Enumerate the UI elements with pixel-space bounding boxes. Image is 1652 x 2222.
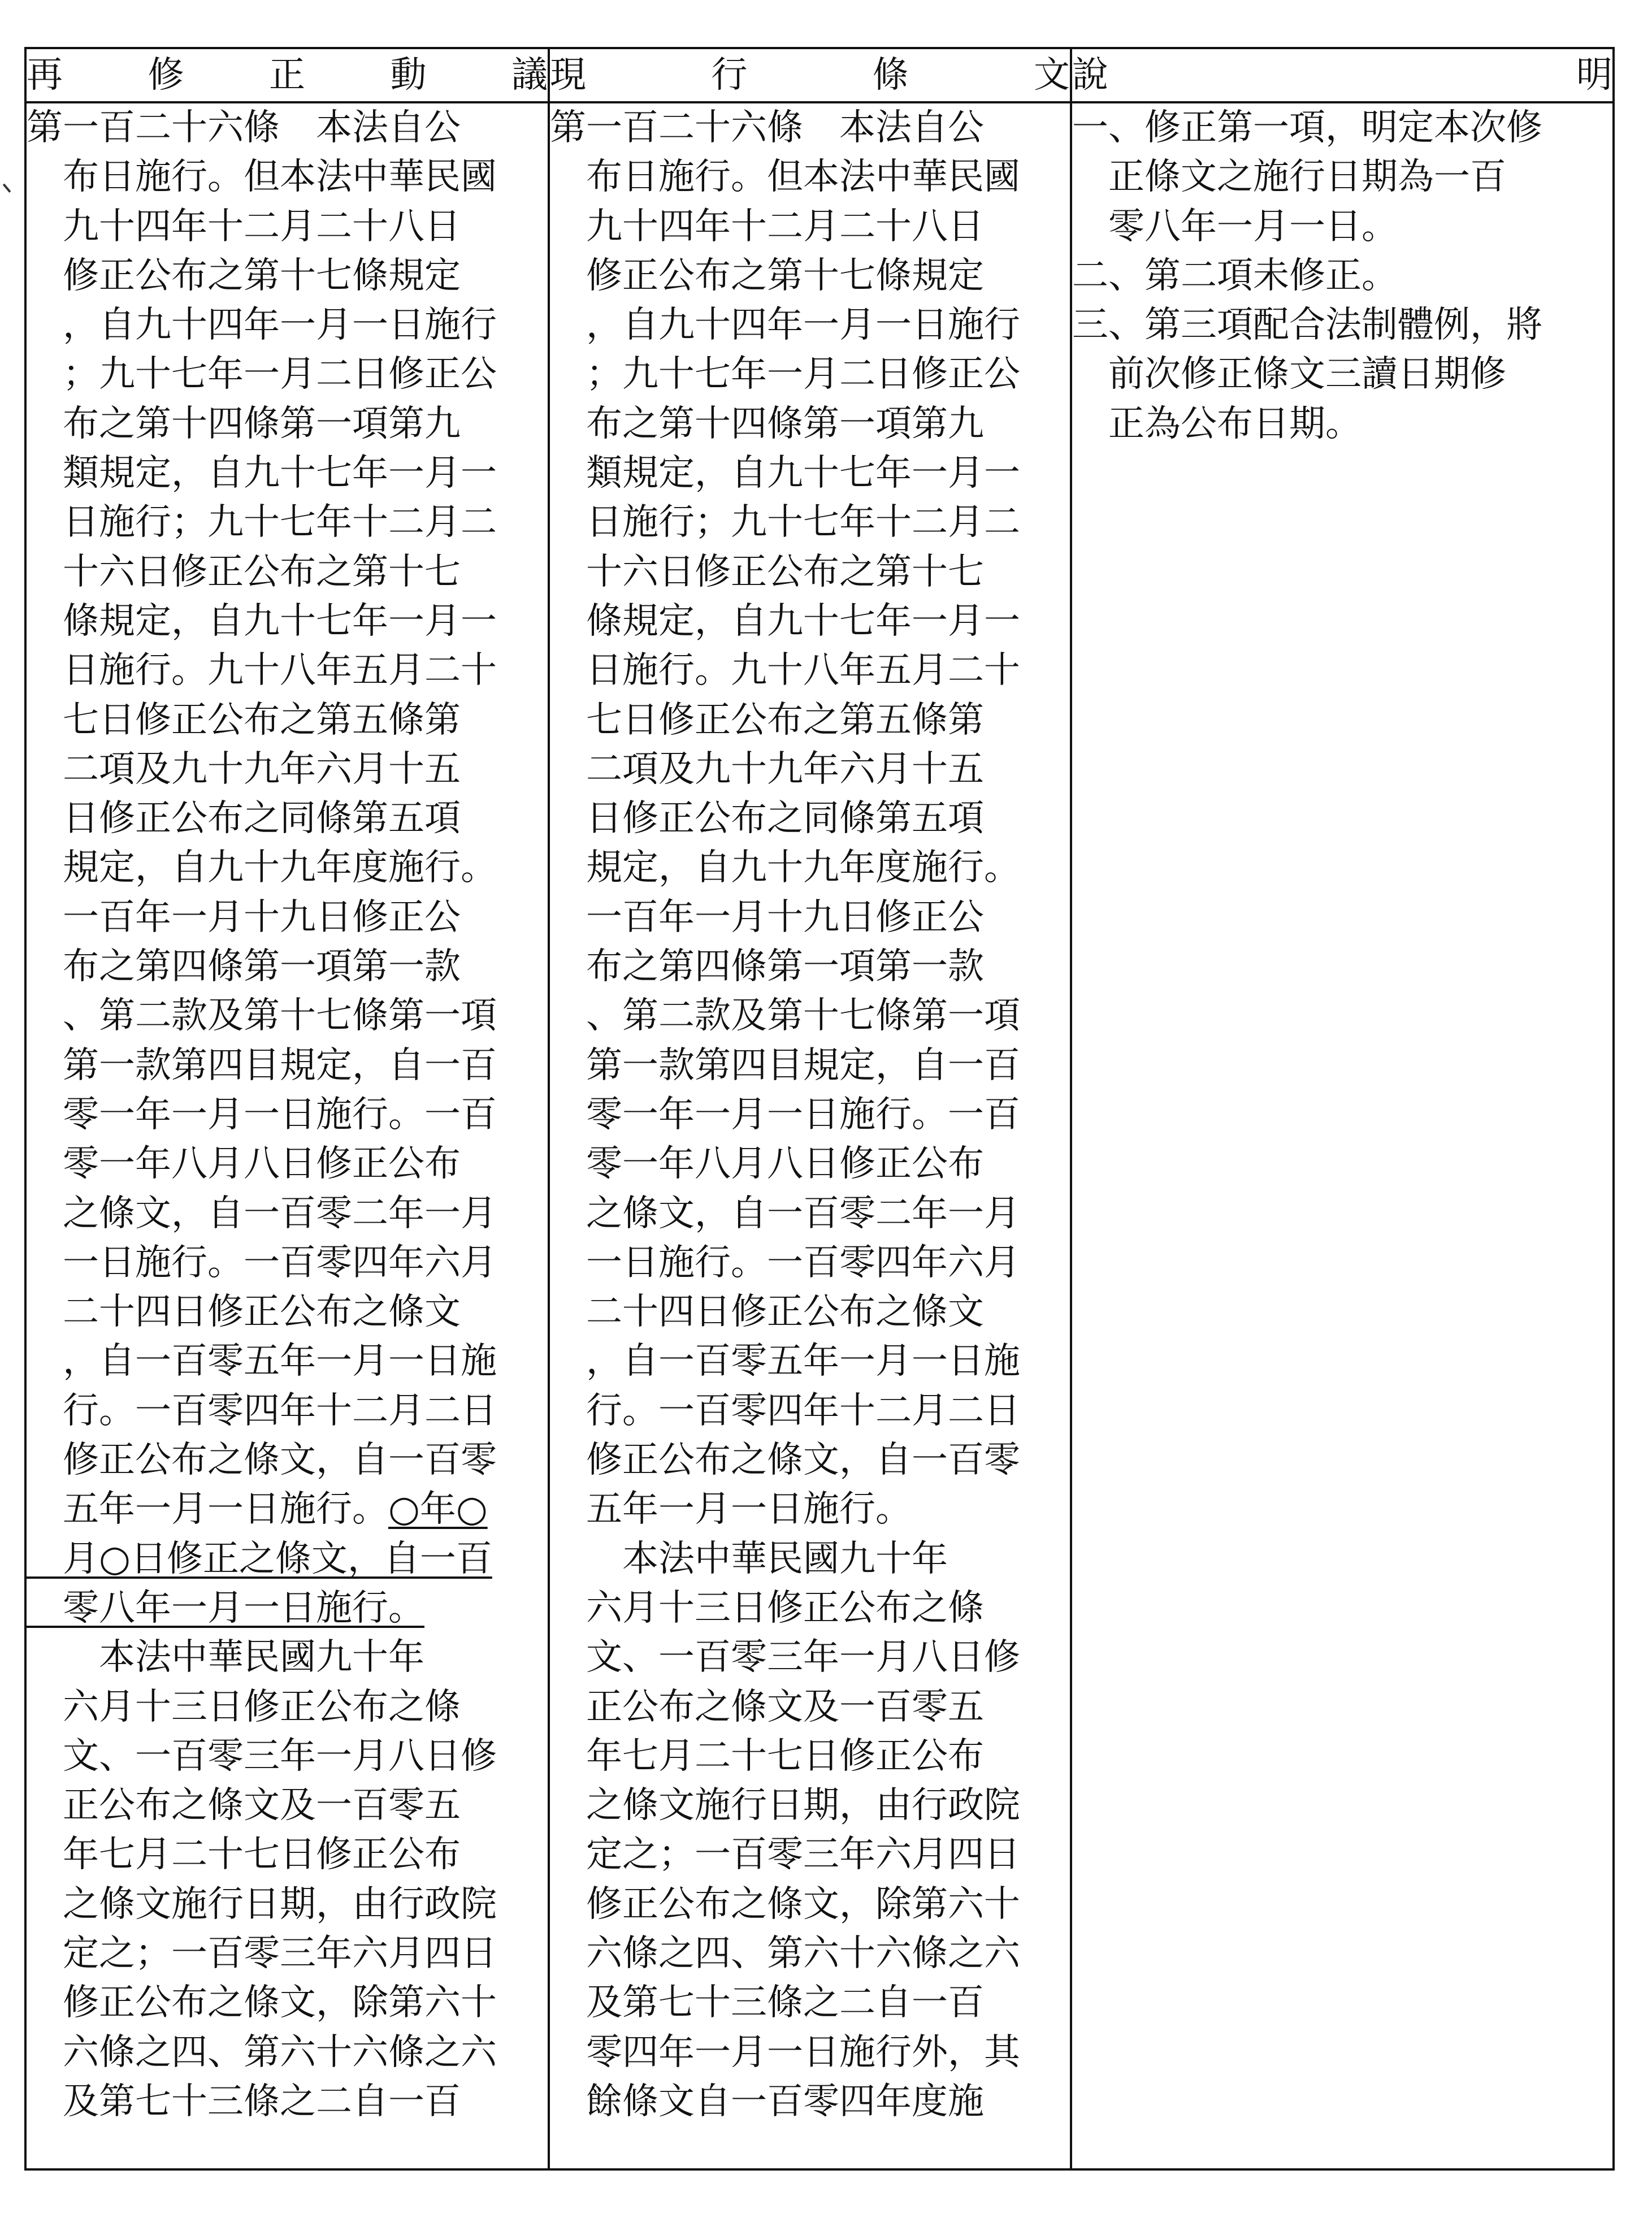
amendment-paragraph-1 — [27, 103, 548, 1633]
explanation-column — [1071, 102, 1614, 2169]
current-paragraph-1: 第一百二十六條 本法自公 布日施行。但本法中華民國 九十四年十二月二十八日 修正公布之第十七條規定 ，自九十四年一月一日施行 ；九十七年一月二日修正公 布之第十四條第一項第九 類規定，自九十七年一月一 日施行；九十七年十二月二 十六日修正公布之第十七 條規定，自九十七年一月一 日施行。九十八年五月二十 七日修正公布之第五條第 二項及九十九年六月十五 日修正公布之同條第五項 規定，自九十九年度施行。 一百年一月十九日修正公 布之第四條第一項第一款 、第二款及第十七條第一項 第一款第四目規定，自一百 零一年一月一日施行。一百 零一年八月八日修正公布 之條文，自一百零二年一月 一日施行。一百零四年六月 二十四日修正公布之條文 ，自一百零五年一月一日施 行。一百零四年十二月二日 修正公布之條文，自一百零 五年一月一日施行。 — [550, 107, 1020, 1531]
explanation-note-2: 二、第二項未修正。 — [1072, 254, 1398, 297]
current-paragraph-2: 本法中華民國九十年 六月十三日修正公布之條 文、一百零三年一月八日修 正公布之條文及一百零五 年七月二十七日修正公布 之條文施行日期，由行政院 定之；一百零三年六月四日 修正公布之條文，除第六十 六條之四、第六十六條之六 及第七十三條之二自一百 零四年一月一日施行外，其 餘條文自一百零四年度施 — [586, 1537, 1020, 2123]
current-column — [549, 102, 1071, 2169]
table-body-row — [25, 102, 1614, 2169]
explanation-note-1: 一、修正第一項，明定本次修 正條文之施行日期為一百 零八年一月一日。 — [1072, 107, 1542, 248]
margin-mark — [3, 177, 19, 193]
amendment-column — [25, 102, 549, 2169]
amendment-text-unchanged: 第一百二十六條 本法自公 布日施行。但本法中華民國 九十四年十二月二十八日 修正公布之第十七條規定 ，自九十四年一月一日施行 ；九十七年一月二日修正公 布之第十四條第一項第九 類規定，自九十七年一月一 日施行；九十七年十二月二 十六日修正公布之第十七 條規定，自九十七年一月一 日施行。九十八年五月二十 七日修正公布之第五條第 二項及九十九年六月十五 日修正公布之同條第五項 規定，自九十九年度施行。 一百年一月十九日修正公 布之第四條第一項第一款 、第二款及第十七條第一項 第一款第四目規定，自一百 零一年一月一日施行。一百 零一年八月八日修正公布 之條文，自一百零二年一月 一日施行。一百零四年六月 二十四日修正公布之條文 ，自一百零五年一月一日施 行。一百零四年十二月二日 修正公布之條文，自一百零 五年一月一日施行。 — [27, 107, 497, 1531]
header-amendment: 再 修 正 動 議 — [25, 48, 549, 102]
amendment-comparison-table — [24, 47, 1615, 2171]
amendment-paragraph-2: 本法中華民國九十年 六月十三日修正公布之條 文、一百零三年一月八日修 正公布之條文及一百零五 年七月二十七日修正公布 之條文施行日期，由行政院 定之；一百零三年六月四日 修正公布之條文，除第六十 六條之四、第六十六條之六 及第七十三條之二自一百 — [62, 1636, 497, 2123]
header-explanation: 說 明 — [1071, 48, 1614, 102]
amendment-text-underlined: ○年○ 月○日修正之條文，自一百 零八年一月一日施行。 — [62, 1488, 492, 1629]
explanation-note-3: 三、第三項配合法制體例，將 前次修正條文三讀日期修 正為公布日期。 — [1072, 304, 1542, 445]
header-current-provisions: 現 行 條 文 — [549, 48, 1071, 102]
table-header-row — [25, 48, 1614, 102]
